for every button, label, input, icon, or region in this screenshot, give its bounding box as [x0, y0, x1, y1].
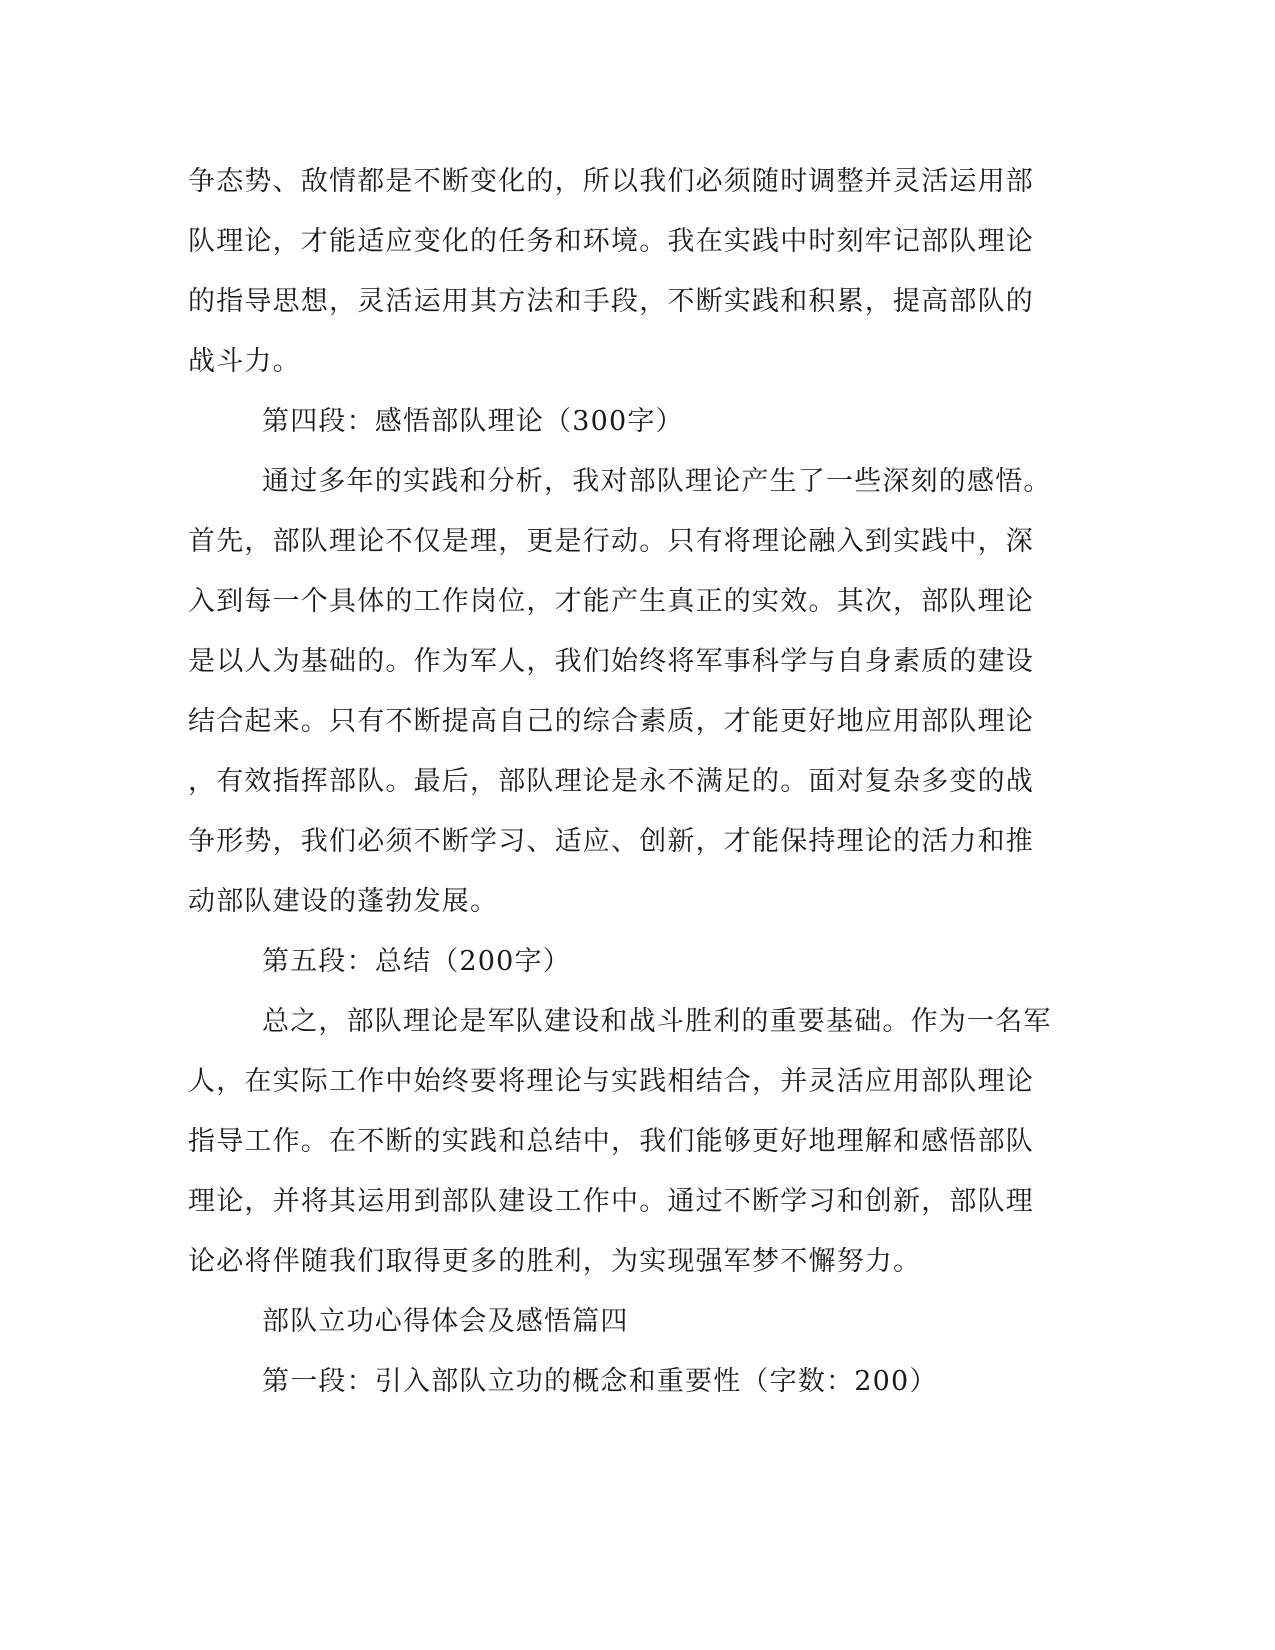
paragraph-line: ，有效指挥部队。最后，部队理论是永不满足的。面对复杂多变的战 — [188, 766, 1034, 797]
paragraph-line: 战斗力。 — [188, 346, 301, 377]
paragraph-line: 入到每一个具体的工作岗位，才能产生真正的实效。其次，部队理论 — [188, 586, 1034, 617]
paragraph-line: 通过多年的实践和分析，我对部队理论产生了一些深刻的感悟。 — [262, 466, 1052, 497]
paragraph-line: 的指导思想，灵活运用其方法和手段，不断实践和积累，提高部队的 — [188, 286, 1034, 317]
paragraph-line: 首先，部队理论不仅是理，更是行动。只有将理论融入到实践中，深 — [188, 526, 1034, 557]
paragraph-line: 动部队建设的蓬勃发展。 — [188, 886, 499, 917]
paragraph-line: 论必将伴随我们取得更多的胜利，为实现强军梦不懈努力。 — [188, 1246, 922, 1277]
paragraph-line: 队理论，才能适应变化的任务和环境。我在实践中时刻牢记部队理论 — [188, 226, 1034, 257]
paragraph-line: 人，在实际工作中始终要将理论与实践相结合，并灵活应用部队理论 — [188, 1066, 1034, 1097]
paragraph-line: 结合起来。只有不断提高自己的综合素质，才能更好地应用部队理论 — [188, 706, 1034, 737]
section-heading: 第四段：感悟部队理论（300字） — [262, 406, 684, 437]
paragraph-line: 是以人为基础的。作为军人，我们始终将军事科学与自身素质的建设 — [188, 646, 1034, 677]
section-heading: 第五段：总结（200字） — [262, 946, 571, 977]
paragraph-line: 理论，并将其运用到部队建设工作中。通过不断学习和创新，部队理 — [188, 1186, 1034, 1217]
paragraph-line: 争形势，我们必须不断学习、适应、创新，才能保持理论的活力和推 — [188, 826, 1034, 857]
paragraph-line: 总之，部队理论是军队建设和战斗胜利的重要基础。作为一名军 — [262, 1006, 1052, 1037]
paragraph-line: 指导工作。在不断的实践和总结中，我们能够更好地理解和感悟部队 — [188, 1126, 1034, 1157]
paragraph-line: 争态势、敌情都是不断变化的，所以我们必须随时调整并灵活运用部 — [188, 166, 1034, 197]
section-heading: 第一段：引入部队立功的概念和重要性（字数：200） — [262, 1366, 938, 1397]
article-title: 部队立功心得体会及感悟篇四 — [262, 1306, 629, 1337]
